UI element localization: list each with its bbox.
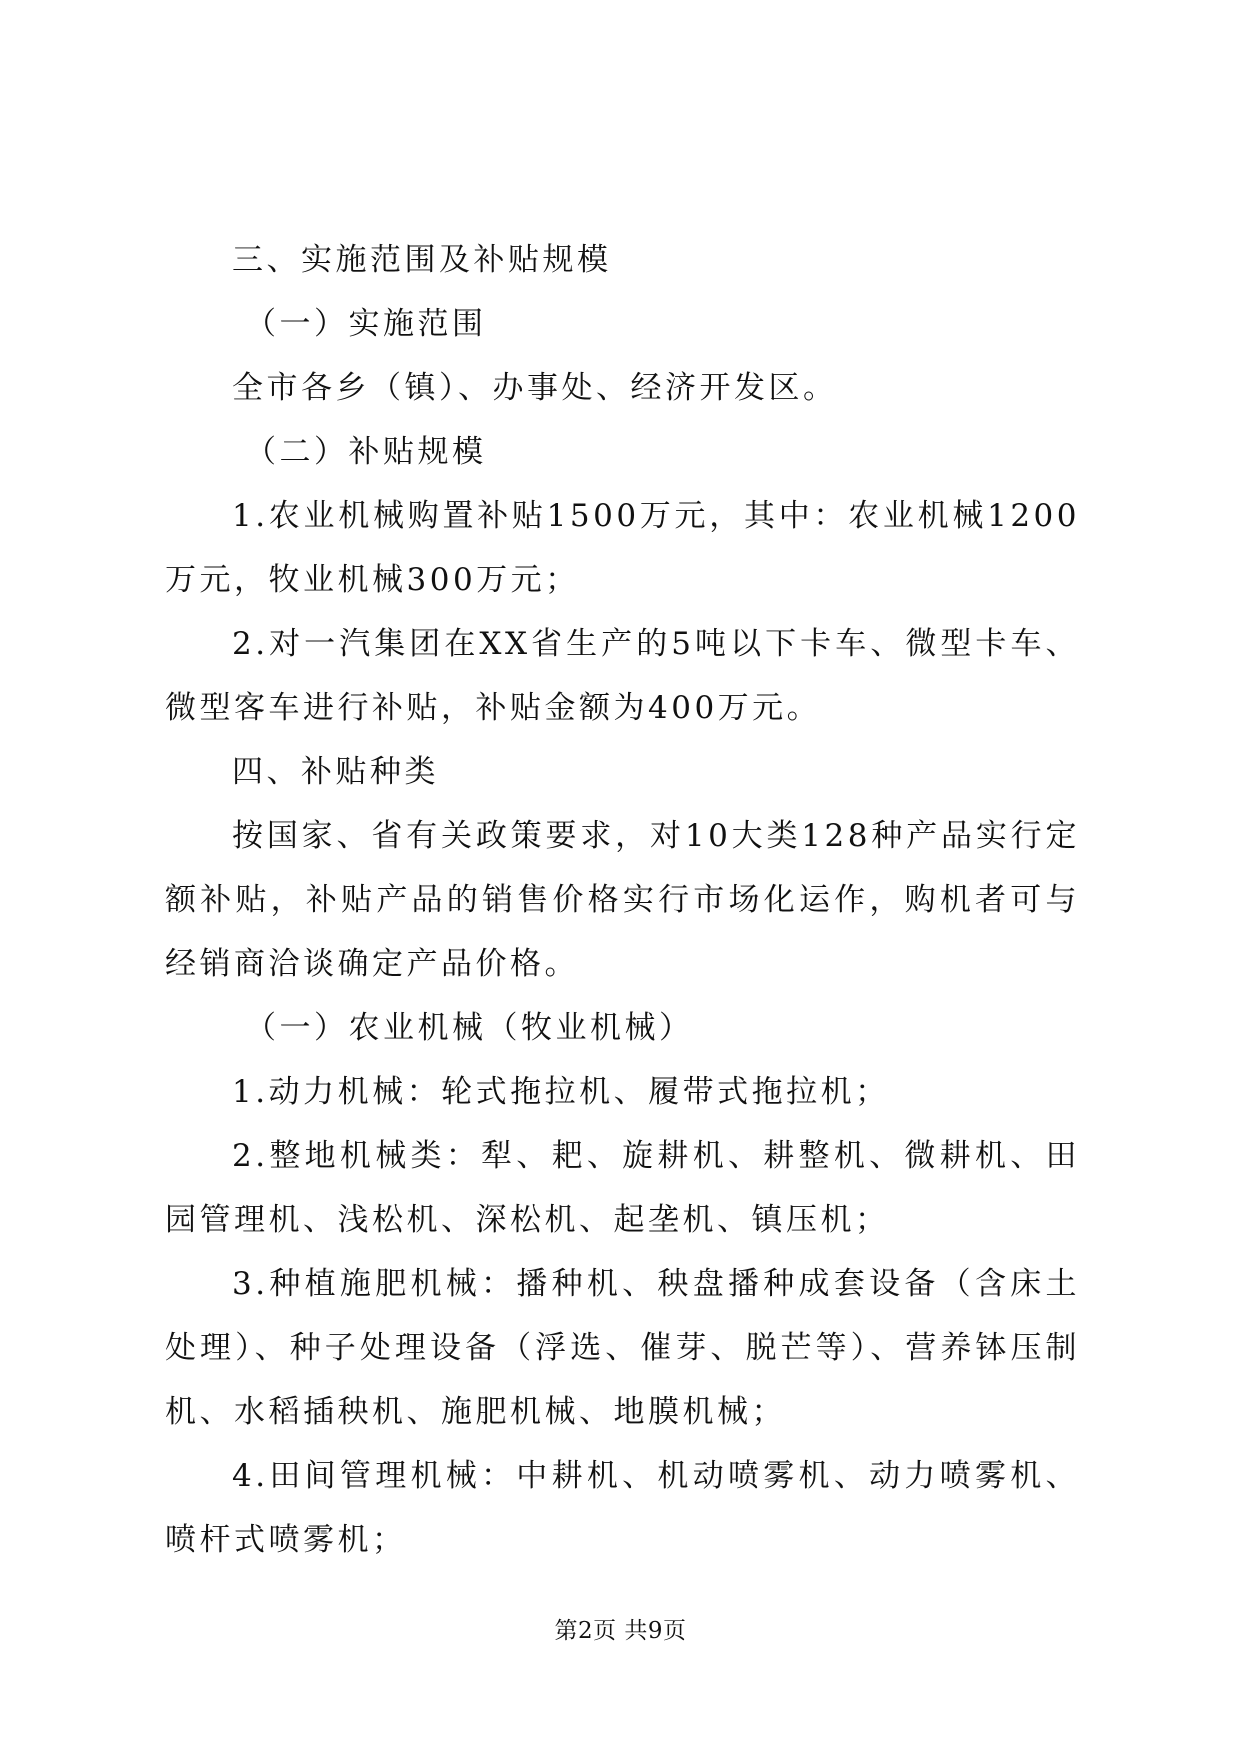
list-item: 2.整地机械类：犁、耙、旋耕机、耕整机、微耕机、田园管理机、浅松机、深松机、起垄机、镇压机；	[165, 1138, 1080, 1238]
list-item: 4.田间管理机械：中耕机、机动喷雾机、动力喷雾机、喷杆式喷雾机；	[165, 1458, 1080, 1558]
subsection-heading: （一）实施范围	[245, 306, 487, 342]
section-heading: 四、补贴种类	[232, 754, 439, 790]
paragraph: 全市各乡（镇）、办事处、经济开发区。	[232, 370, 838, 406]
subsection-heading: （二）补贴规模	[245, 434, 487, 470]
section-heading: 三、实施范围及补贴规模	[232, 242, 612, 278]
list-item: 1.农业机械购置补贴1500万元，其中：农业机械1200万元，牧业机械300万元；	[165, 498, 1080, 598]
paragraph: 按国家、省有关政策要求，对10大类128种产品实行定额补贴，补贴产品的销售价格实行市场化运作，购机者可与经销商洽谈确定产品价格。	[165, 818, 1080, 982]
list-item: 3.种植施肥机械：播种机、秧盘播种成套设备（含床土处理）、种子处理设备（浮选、催芽、脱芒等）、营养钵压制机、水稻插秧机、施肥机械、地膜机械；	[165, 1266, 1080, 1430]
list-item: 1.动力机械：轮式拖拉机、履带式拖拉机；	[232, 1074, 890, 1110]
document-body	[165, 228, 1080, 1572]
subsection-heading: （一）农业机械（牧业机械）	[245, 1010, 694, 1046]
list-item: 2.对一汽集团在XX省生产的5吨以下卡车、微型卡车、微型客车进行补贴，补贴金额为400万元。	[165, 626, 1080, 726]
page-number: 第2页 共9页	[554, 1618, 687, 1644]
